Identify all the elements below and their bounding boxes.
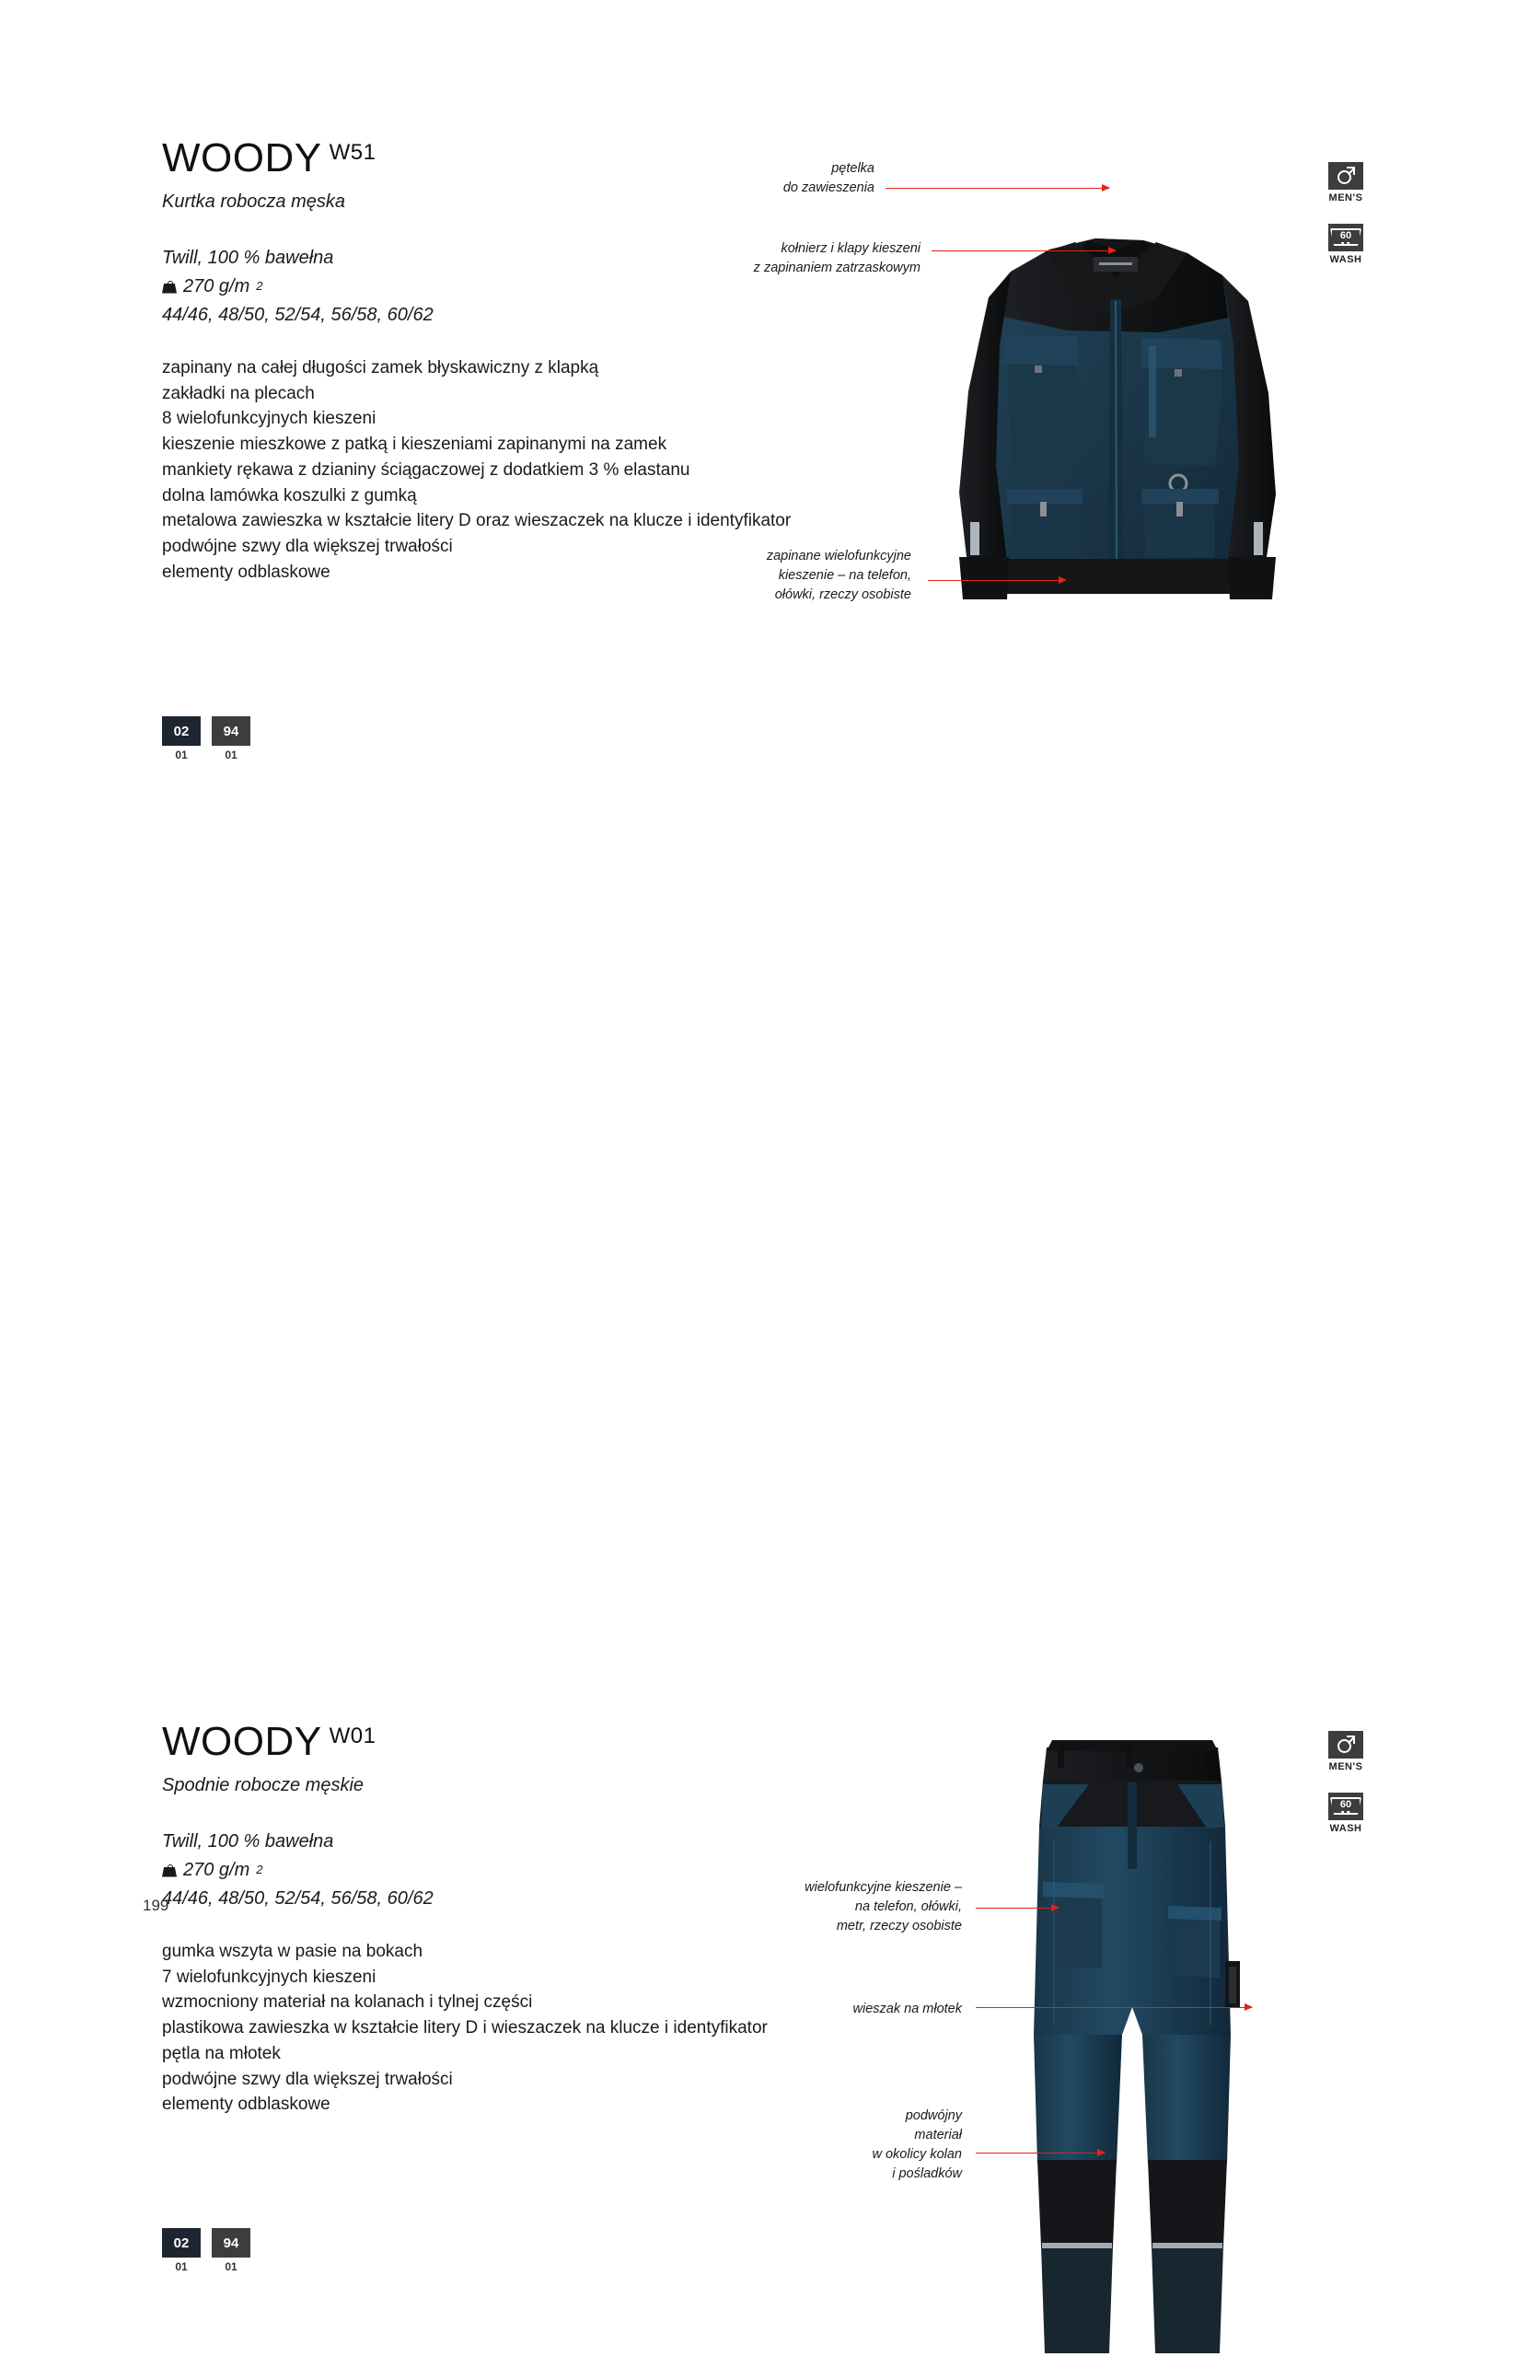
- product-text-column: [162, 135, 806, 586]
- leader-line: [976, 2153, 1105, 2154]
- colour-chip-list: [162, 2228, 250, 2273]
- callout-line: i pośladków: [892, 2166, 962, 2182]
- colour-sub-code: 01: [225, 749, 237, 761]
- callout-collar-flaps: [681, 239, 921, 278]
- feature-item: 7 wielofunkcyjnych kieszeni: [162, 1967, 376, 1987]
- badge-list: [1318, 1731, 1373, 1854]
- leader-line: [976, 1908, 1059, 1909]
- product-text-column: [162, 1719, 806, 2118]
- colour-chip[interactable]: [212, 716, 250, 761]
- badge-box: [1328, 162, 1363, 190]
- spec-weight-value: 270 g/m: [183, 1860, 250, 1880]
- callout-line: podwójny: [905, 2108, 962, 2123]
- product-subtitle: Spodnie robocze męskie: [162, 1775, 365, 1795]
- colour-swatch: 94: [212, 716, 250, 746]
- callout-hanging-loop: [764, 159, 874, 198]
- colour-sub-code: 01: [175, 749, 188, 761]
- badge-wash: [1318, 224, 1373, 265]
- feature-item: wzmocniony materiał na kolanach i tylnej części: [162, 1992, 533, 2013]
- badge-list: [1318, 162, 1373, 285]
- colour-chip[interactable]: [162, 2228, 201, 2273]
- callout-line: materiał: [914, 2128, 962, 2143]
- badge-label: WASH: [1329, 254, 1362, 265]
- callout-line: do zawieszenia: [782, 180, 874, 196]
- callout-line: zapinane wielofunkcyjne: [766, 549, 911, 563]
- callout-line: ołówki, rzeczy osobiste: [774, 587, 911, 603]
- product-block-jacket: [0, 0, 1540, 829]
- spec-material: Twill, 100 % bawełna: [162, 248, 334, 268]
- page-number: 199: [143, 1897, 169, 1914]
- callout-line: na telefon, ołówki,: [854, 1899, 962, 1915]
- feature-item: podwójne szwy dla większej trwałości: [162, 537, 453, 557]
- colour-swatch: 02: [162, 716, 201, 746]
- badge-mens: [1318, 1731, 1373, 1772]
- feature-item: elementy odblaskowe: [162, 562, 330, 582]
- badge-box: [1328, 1793, 1363, 1820]
- badge-box: [1328, 1731, 1363, 1759]
- product-photo-trousers: [999, 1731, 1266, 2375]
- colour-chip-list: [162, 716, 250, 761]
- badge-label: MEN'S: [1328, 1761, 1363, 1772]
- leader-line: [932, 250, 1116, 251]
- weight-icon: [162, 281, 177, 294]
- mars-icon: [1337, 1736, 1355, 1754]
- colour-chip[interactable]: [162, 716, 201, 761]
- product-title-row: [162, 1719, 806, 1764]
- colour-swatch: 94: [212, 2228, 250, 2258]
- callout-line: kieszenie – na telefon,: [778, 568, 911, 584]
- callout-hammer-loop: [819, 2000, 962, 2019]
- badge-mens: [1318, 162, 1373, 203]
- leader-line: [886, 188, 1109, 189]
- product-brand: WOODY: [162, 135, 322, 180]
- feature-item: gumka wszyta w pasie na bokach: [162, 1942, 423, 1961]
- colour-chip[interactable]: [212, 2228, 250, 2273]
- badge-label: MEN'S: [1328, 192, 1363, 203]
- callout-line: wielofunkcyjne kieszenie –: [805, 1880, 962, 1895]
- spec-weight: [162, 1856, 806, 1885]
- callout-line: metr, rzeczy osobiste: [836, 1919, 962, 1934]
- feature-item: elementy odblaskowe: [162, 2095, 330, 2115]
- callout-line: w okolicy kolan: [872, 2147, 962, 2163]
- weight-icon: [162, 1864, 177, 1877]
- leader-line: [976, 2007, 1252, 2008]
- colour-sub-code: 01: [225, 2260, 237, 2273]
- feature-item: zapinany na całej długości zamek błyskawiczny z klapką: [162, 358, 599, 377]
- callout-line: pętelka: [831, 161, 874, 176]
- product-specs: [162, 1828, 806, 1913]
- leader-line: [928, 580, 1066, 581]
- spec-weight-unit-exponent: 2: [256, 279, 263, 294]
- wash-temperature: 60: [1339, 1799, 1352, 1810]
- badge-wash: [1318, 1793, 1373, 1834]
- feature-item: kieszenie mieszkowe z patką i kieszeniami zapinanymi na zamek: [162, 435, 667, 455]
- feature-item: mankiety rękawa z dzianiny ściągaczowej z dodatkiem 3 % elastanu: [162, 459, 690, 480]
- wash-tub-icon: [1330, 226, 1361, 249]
- feature-item: pętla na młotek: [162, 2043, 281, 2063]
- feature-item: dolna lamówka koszulki z gumką: [162, 485, 417, 505]
- feature-item: zakładki na plecach: [162, 383, 315, 403]
- badge-label: WASH: [1329, 1823, 1362, 1834]
- callout-multifunction-pocket: [773, 1878, 962, 1936]
- callout-line: kołnierz i klapy kieszeni: [781, 241, 921, 256]
- mars-icon: [1337, 167, 1355, 185]
- feature-item: metalowa zawieszka w kształcie litery D oraz wieszaczek na klucze i identyfikator: [162, 511, 792, 531]
- product-subtitle: Kurtka robocza męska: [162, 192, 345, 212]
- product-brand: WOODY: [162, 1719, 322, 1764]
- feature-item: podwójne szwy dla większej trwałości: [162, 2069, 453, 2089]
- spec-sizes: 44/46, 48/50, 52/54, 56/58, 60/62: [162, 305, 434, 325]
- spec-material: Twill, 100 % bawełna: [162, 1831, 334, 1852]
- wash-tub-icon: [1330, 1795, 1361, 1817]
- product-photo-jacket: [911, 161, 1316, 677]
- product-code: W51: [329, 140, 376, 165]
- colour-sub-code: 01: [175, 2260, 188, 2273]
- callout-line: wieszak na młotek: [852, 2002, 962, 2016]
- feature-item: plastikowa zawieszka w kształcie litery D i wieszaczek na klucze i identyfikator: [162, 2018, 768, 2038]
- product-title-row: [162, 135, 806, 180]
- spec-weight-value: 270 g/m: [183, 276, 250, 296]
- callout-multifunction-pocket: [709, 547, 911, 605]
- wash-temperature: 60: [1339, 230, 1352, 241]
- callout-line: z zapinaniem zatrzaskowym: [753, 261, 921, 276]
- callout-double-material: [828, 2107, 962, 2184]
- colour-swatch: 02: [162, 2228, 201, 2258]
- feature-item: 8 wielofunkcyjnych kieszeni: [162, 409, 376, 429]
- product-features: [162, 1939, 806, 2118]
- badge-box: [1328, 224, 1363, 251]
- spec-weight-unit-exponent: 2: [256, 1863, 263, 1877]
- spec-sizes: 44/46, 48/50, 52/54, 56/58, 60/62: [162, 1888, 434, 1909]
- product-code: W01: [329, 1724, 376, 1748]
